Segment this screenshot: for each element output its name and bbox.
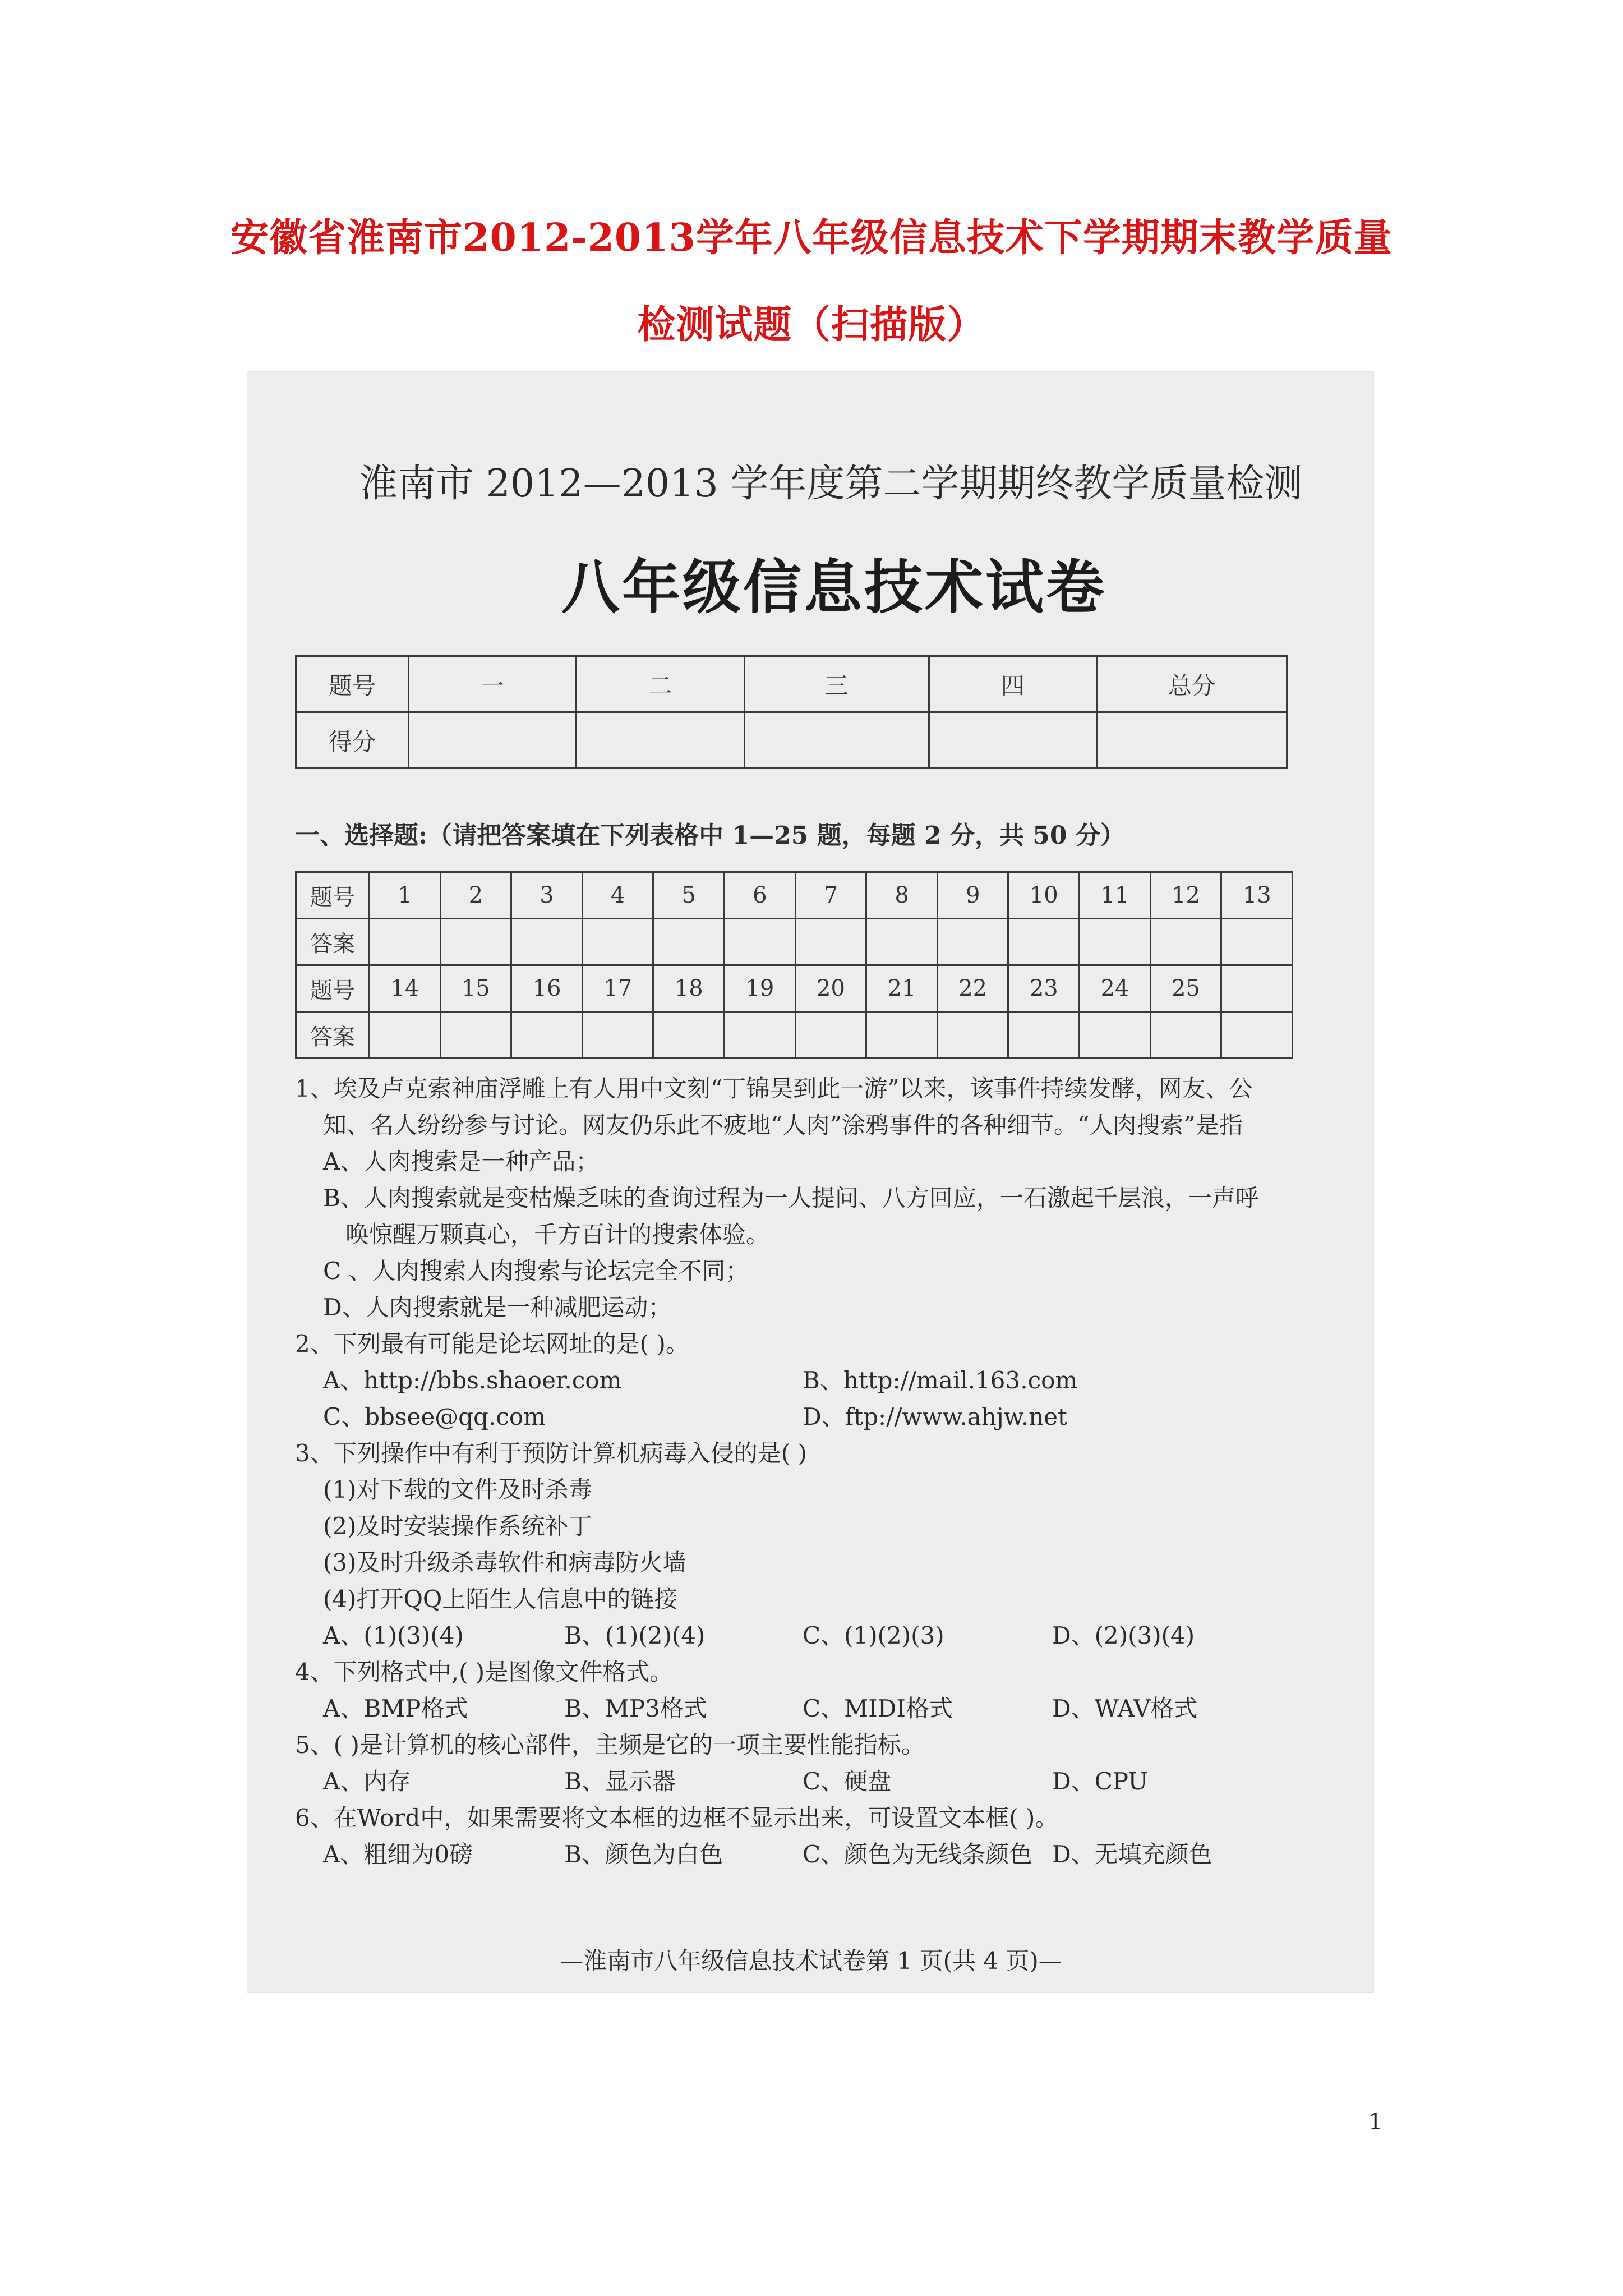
answer-blank — [866, 919, 938, 965]
answer-blank — [937, 919, 1008, 965]
answer-number: 7 — [795, 872, 866, 919]
question-3-item-2: (2)及时安装操作系统补丁 — [323, 1512, 592, 1540]
answer-label: 题号 — [296, 872, 370, 919]
score-cell: 二 — [577, 656, 744, 712]
answer-blank — [725, 919, 796, 965]
answer-blank — [937, 1012, 1008, 1059]
answer-number — [1221, 965, 1293, 1012]
question-3-option-a: A、(1)(3)(4) — [323, 1622, 464, 1649]
answer-number: 15 — [440, 965, 511, 1012]
answer-row-numbers-1 — [296, 872, 1293, 919]
question-2-option-b: B、http://mail.163.com — [803, 1366, 1078, 1394]
score-cell: 一 — [408, 656, 576, 712]
answer-number: 13 — [1221, 872, 1293, 919]
question-3-item-4: (4)打开QQ上陌生人信息中的链接 — [323, 1585, 678, 1613]
answer-blank — [440, 1012, 511, 1059]
answer-label: 题号 — [296, 965, 370, 1012]
answer-number: 2 — [440, 872, 511, 919]
answer-blank — [370, 1012, 441, 1059]
question-3-option-d: D、(2)(3)(4) — [1052, 1622, 1195, 1649]
question-1-option-b-cont: 唤惊醒万颗真心，千方百计的搜索体验。 — [345, 1221, 770, 1248]
answer-blank — [582, 919, 653, 965]
exam-header-line1: 淮南市 2012—2013 学年度第二学期期终教学质量检测 — [359, 462, 1303, 506]
question-4-option-d: D、WAV格式 — [1052, 1695, 1198, 1722]
question-5-option-a: A、内存 — [323, 1768, 411, 1795]
question-3-option-c: C、(1)(2)(3) — [803, 1622, 944, 1649]
answer-number: 17 — [582, 965, 653, 1012]
question-6-option-a: A、粗细为0磅 — [323, 1841, 473, 1868]
score-cell — [408, 712, 576, 769]
answer-row-numbers-2 — [296, 965, 1293, 1012]
answer-number: 14 — [370, 965, 441, 1012]
answer-number: 22 — [937, 965, 1008, 1012]
question-2: 2、下列最有可能是论坛网址的是( )。 — [295, 1330, 689, 1358]
score-row-values — [296, 712, 1287, 769]
document-title-line2: 检测试题（扫描版） — [637, 302, 986, 347]
answer-blank — [653, 1012, 725, 1059]
answer-number: 21 — [866, 965, 938, 1012]
answer-blank — [725, 1012, 796, 1059]
answer-blank — [1221, 1012, 1293, 1059]
answer-label: 答案 — [296, 919, 370, 965]
answer-number: 23 — [1008, 965, 1080, 1012]
answer-blank — [795, 1012, 866, 1059]
answer-blank — [1080, 1012, 1151, 1059]
score-cell — [577, 712, 744, 769]
answer-number: 5 — [653, 872, 725, 919]
answer-number: 4 — [582, 872, 653, 919]
score-cell: 四 — [929, 656, 1096, 712]
answer-number: 25 — [1150, 965, 1221, 1012]
score-cell: 题号 — [296, 656, 409, 712]
question-5-option-d: D、CPU — [1052, 1768, 1148, 1795]
answer-number: 16 — [511, 965, 583, 1012]
question-5: 5、( )是计算机的核心部件，主频是它的一项主要性能指标。 — [295, 1731, 925, 1759]
answer-blank — [582, 1012, 653, 1059]
page-number: 1 — [1368, 2109, 1383, 2135]
question-1-line1: 1、埃及卢克索神庙浮雕上有人用中文刻“丁锦昊到此一游”以来，该事件持续发酵，网友、公 — [295, 1075, 1253, 1102]
question-6-option-b: B、颜色为白色 — [564, 1841, 723, 1868]
question-2-option-d: D、ftp://www.ahjw.net — [803, 1403, 1067, 1430]
answer-row-blanks-2 — [296, 1012, 1293, 1059]
answer-blank — [653, 919, 725, 965]
answer-blank — [440, 919, 511, 965]
question-4: 4、下列格式中,( )是图像文件格式。 — [295, 1658, 674, 1686]
section1-title: 一、选择题:（请把答案填在下列表格中 1—25 题，每题 2 分，共 50 分） — [295, 821, 1125, 850]
answer-number: 3 — [511, 872, 583, 919]
score-cell — [1097, 712, 1287, 769]
answer-number: 11 — [1080, 872, 1151, 919]
exam-footer: —淮南市八年级信息技术试卷第 1 页(共 4 页)— — [560, 1947, 1062, 1975]
question-4-option-a: A、BMP格式 — [323, 1695, 468, 1722]
answer-number: 19 — [725, 965, 796, 1012]
answer-blank — [1008, 1012, 1080, 1059]
answer-number: 8 — [866, 872, 938, 919]
answer-blank — [1150, 1012, 1221, 1059]
question-3-item-1: (1)对下载的文件及时杀毒 — [323, 1476, 592, 1503]
answer-blank — [511, 919, 583, 965]
score-cell: 总分 — [1097, 656, 1287, 712]
answer-number: 20 — [795, 965, 866, 1012]
question-1-option-b: B、人肉搜索就是变枯燥乏味的查询过程为一人提问、八方回应，一石激起千层浪，一声呼 — [323, 1184, 1259, 1212]
question-4-option-c: C、MIDI格式 — [803, 1695, 953, 1722]
score-cell: 得分 — [296, 712, 409, 769]
answer-row-blanks-1 — [296, 919, 1293, 965]
answer-blank — [1221, 919, 1293, 965]
answer-blank — [795, 919, 866, 965]
question-5-option-c: C、硬盘 — [803, 1768, 892, 1795]
question-1-option-c: C 、人肉搜索人肉搜索与论坛完全不同； — [323, 1257, 749, 1285]
answer-blank — [1008, 919, 1080, 965]
question-4-option-b: B、MP3格式 — [564, 1695, 707, 1722]
answer-blank — [511, 1012, 583, 1059]
answer-number: 18 — [653, 965, 725, 1012]
score-cell — [744, 712, 929, 769]
question-6-option-d: D、无填充颜色 — [1052, 1841, 1212, 1868]
score-cell — [929, 712, 1096, 769]
answer-number: 6 — [725, 872, 796, 919]
exam-header-line2: 八年级信息技术试卷 — [561, 553, 1107, 622]
answer-blank — [866, 1012, 938, 1059]
score-table — [295, 655, 1288, 769]
question-1-option-a: A、人肉搜索是一种产品； — [323, 1148, 600, 1175]
scanned-exam-page — [247, 371, 1374, 1993]
question-3-option-b: B、(1)(2)(4) — [564, 1622, 706, 1649]
question-6-option-c: C、颜色为无线条颜色 — [803, 1841, 1033, 1868]
answer-number: 12 — [1150, 872, 1221, 919]
answer-number: 10 — [1008, 872, 1080, 919]
question-2-option-a: A、http://bbs.shaoer.com — [323, 1366, 622, 1394]
answer-table — [295, 871, 1293, 1059]
answer-label: 答案 — [296, 1012, 370, 1059]
answer-number: 24 — [1080, 965, 1151, 1012]
document-title-line1: 安徽省淮南市2012-2013学年八年级信息技术下学期期末教学质量 — [230, 215, 1393, 260]
answer-number: 1 — [370, 872, 441, 919]
answer-blank — [370, 919, 441, 965]
answer-blank — [1080, 919, 1151, 965]
score-cell: 三 — [744, 656, 929, 712]
question-1-line2: 知、名人纷纷参与讨论。网友仍乐此不疲地“人肉”涂鸦事件的各种细节。“人肉搜索”是指 — [323, 1111, 1243, 1139]
question-6: 6、在Word中，如果需要将文本框的边框不显示出来，可设置文本框( )。 — [295, 1804, 1059, 1832]
question-2-option-c: C、bbsee@qq.com — [323, 1403, 546, 1430]
question-5-option-b: B、显示器 — [564, 1768, 676, 1795]
answer-blank — [1150, 919, 1221, 965]
answer-number: 9 — [937, 872, 1008, 919]
question-3-item-3: (3)及时升级杀毒软件和病毒防火墙 — [323, 1549, 686, 1576]
question-3: 3、下列操作中有利于预防计算机病毒入侵的是( ) — [295, 1439, 807, 1467]
score-row-header — [296, 656, 1287, 712]
question-1-option-d: D、人肉搜索就是一种减肥运动； — [323, 1294, 672, 1321]
